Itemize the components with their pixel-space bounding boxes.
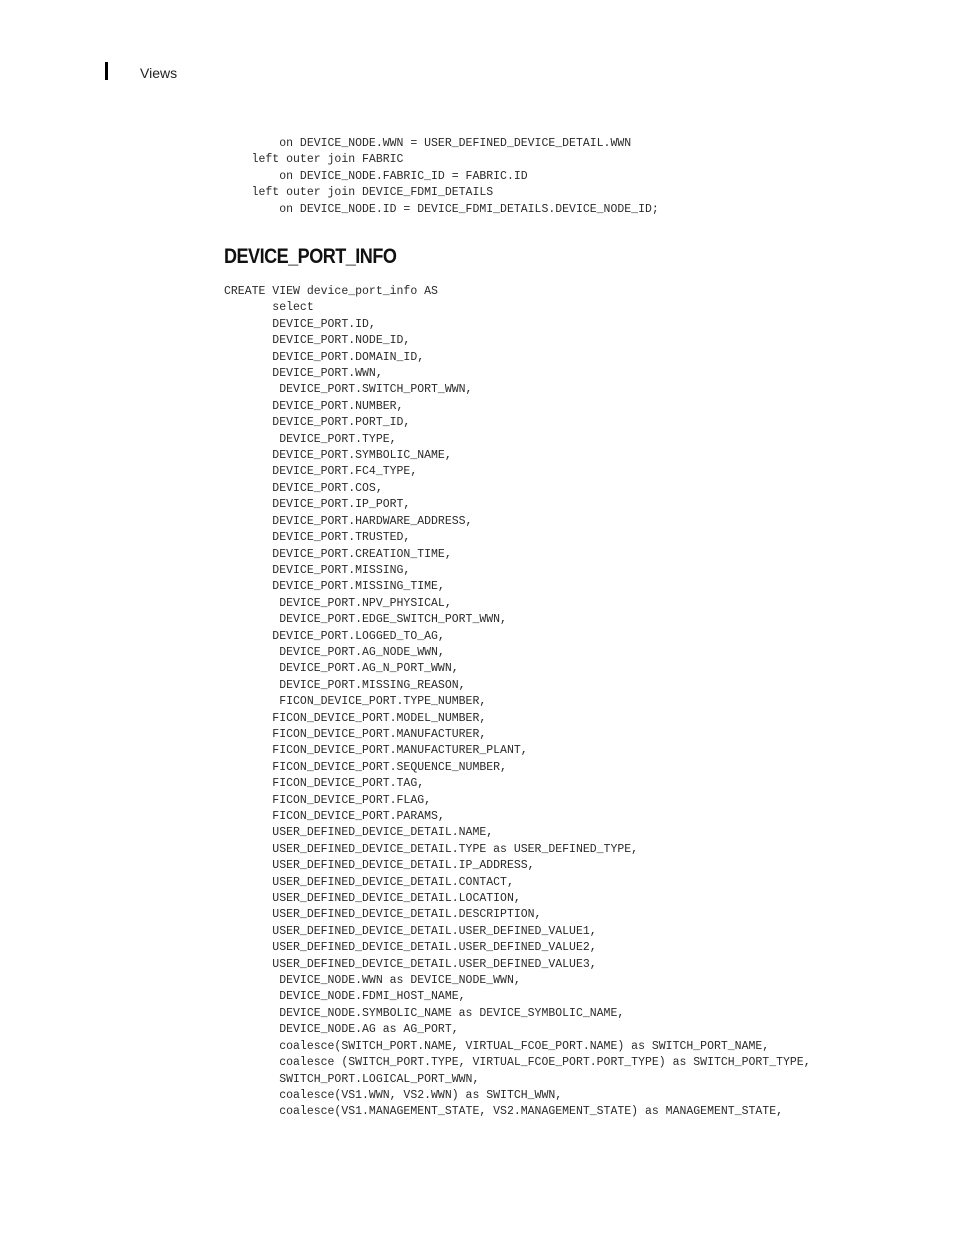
previous-view-code-tail: on DEVICE_NODE.WWN = USER_DEFINED_DEVICE_DETAIL.WWN left outer join FABRIC on DEVICE_NODE.FABRIC_ID = FABRIC.ID left outer join DEVICE_FDMI_DETAILS on DEVICE_NODE.ID = DEVICE_FDMI_DETAILS.DEVICE_NODE_ID; — [251, 137, 659, 216]
view-definition-code: CREATE VIEW device_port_info AS select DEVICE_PORT.ID, DEVICE_PORT.NODE_ID, DEVICE_PORT.DOMAIN_ID, DEVICE_PORT.WWN, DEVICE_PORT.SWITCH_PORT_WWN, DEVICE_PORT.NUMBER, DEVICE_PORT.PORT_ID, DEVICE_PORT.TYPE, DEVICE_PORT.SYMBOLIC_NAME, DEVICE_PORT.FC4_TYPE, DEVICE_PORT.COS, DEVICE_PORT.IP_PORT, DEVICE_PORT.HARDWARE_ADDRESS, DEVICE_PORT.TRUSTED, DEVICE_PORT.CREATION_TIME, DEVICE_PORT.MISSING, DEVICE_PORT.MISSING_TIME, DEVICE_PORT.NPV_PHYSICAL, DEVICE_PORT.EDGE_SWITCH_PORT_WWN, DEVICE_PORT.LOGGED_TO_AG, DEVICE_PORT.AG_NODE_WWN, DEVICE_PORT.AG_N_PORT_WWN, DEVICE_PORT.MISSING_REASON, FICON_DEVICE_PORT.TYPE_NUMBER, FICON_DEVICE_PORT.MODEL_NUMBER, FICON_DEVICE_PORT.MANUFACTURER, FICON_DEVICE_PORT.MANUFACTURER_PLANT, FICON_DEVICE_PORT.SEQUENCE_NUMBER, FICON_DEVICE_PORT.TAG, FICON_DEVICE_PORT.FLAG, FICON_DEVICE_PORT.PARAMS, USER_DEFINED_DEVICE_DETAIL.NAME, USER_DEFINED_DEVICE_DETAIL.TYPE as USER_DEFINED_TYPE, USER_DEFINED_DEVICE_DETAIL.IP_ADDRESS, USER_DEFINED_DEVICE_DETAIL.CONTACT, USER_DEFINED_DEVICE_DETAIL.LOCATION, USER_DEFINED_DEVICE_DETAIL.DESCRIPTION, USER_DEFINED_DEVICE_DETAIL.USER_DEFINED_VALUE1, USER_DEFINED_DEVICE_DETAIL.USER_DEFINED_VALUE2, USER_DEFINED_DEVICE_DETAIL.USER_DEFINED_VALUE3, DEVICE_NODE.WWN as DEVICE_NODE_WWN, DEVICE_NODE.FDMI_HOST_NAME, DEVICE_NODE.SYMBOLIC_NAME as DEVICE_SYMBOLIC_NAME, DEVICE_NODE.AG as AG_PORT, coalesce(SWITCH_PORT.NAME, VIRTUAL_FCOE_PORT.NAME) as SWITCH_PORT_NAME, coalesce (SWITCH_PORT.TYPE, VIRTUAL_FCOE_PORT.PORT_TYPE) as SWITCH_PORT_TYPE, SWITCH_PORT.LOGICAL_PORT_WWN, coalesce(VS1.WWN, VS2.WWN) as SWITCH_WWN, coalesce(VS1.MANAGEMENT_STATE, VS2.MANAGEMENT_STATE) as MANAGEMENT_STATE, — [224, 285, 811, 1119]
header-marker-bar — [105, 62, 108, 80]
section-title: DEVICE_PORT_INFO — [224, 245, 397, 268]
running-header: Views — [140, 65, 178, 81]
